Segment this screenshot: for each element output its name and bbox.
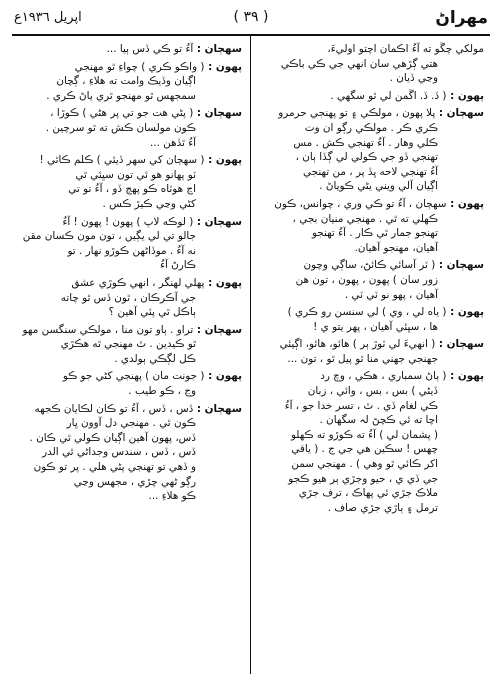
dialogue-line: آهيان، مهنجو آهيان.	[354, 241, 438, 254]
dialogue-line: زور سان ) پهون ، پهون ، تون هن	[295, 273, 438, 286]
dialogue-line: کڻي وڃي ڪيڙ ڪس .	[102, 197, 196, 210]
dialogue-line: مولکي چڱو ته آءُ اڪمان اچتو اوليءَ،	[327, 43, 484, 55]
dialogue-entry	[258, 305, 484, 334]
magazine-title: مهراڻ	[435, 8, 488, 28]
speaker-name: پهون :	[446, 306, 484, 319]
speaker-name: سهڄان :	[435, 107, 484, 120]
dialogue-entry	[16, 369, 242, 398]
dialogue-line: و ڏهي تو تهنجي پڻي هلي . پر تو ڪون	[33, 461, 196, 474]
dialogue-line	[258, 258, 484, 273]
dialogue-line: ٻاڪل ٿي پئي آهين ؟	[108, 306, 196, 319]
dialogue-line: ڪي لغام ڏي . ٿ ، تسر خدا جو ، آءُ	[284, 399, 438, 412]
dialogue-line: آءُ تهنجي لاحه ڀڏ پر ، من تهنجي	[303, 165, 438, 178]
header-rule	[12, 34, 490, 36]
speaker-name: سهڄان :	[193, 107, 242, 120]
line-text: ( انهيءَ لي ٽوڙ ٻر ) هائو، هائو، اڳيئي	[279, 338, 436, 351]
speaker-name: سهڄان :	[435, 259, 484, 272]
dialogue-line: هتي ڳڙهي سان انهي جي ڪي باڪي	[280, 57, 438, 70]
line-text: ( ٻاڻ سمباري ، هڪي ، وچ رد	[320, 370, 447, 383]
line-text: ڏس ، ڏس ، آءُ تو ڪان لڪايان ڪجهه	[34, 402, 194, 415]
dialogue-line	[258, 305, 484, 320]
dialogue-entry	[258, 42, 484, 86]
dialogue-line: جي ڏي ي ، حيو وجڙي ٻر هيو ڪجو	[288, 472, 438, 485]
speaker-name: پهون :	[446, 89, 484, 102]
dialogue-line: آءُ ٿڏهن ...	[149, 136, 196, 149]
speaker-name: پهون :	[204, 60, 242, 73]
dialogue-entry	[258, 369, 484, 515]
dialogue-entry	[258, 89, 484, 104]
dialogue-entry	[16, 323, 242, 367]
dialogue-line	[258, 89, 484, 104]
dialogue-line	[258, 197, 484, 212]
right-column	[258, 42, 484, 674]
issue-date: اپريل ١٩٣٦ع	[14, 10, 82, 25]
line-text: تراو . ٻاو تون منا ، مولڪي سنگسن مهو	[22, 323, 194, 336]
dialogue-line: ( پشمان لي ) آءُ ته ڪوڙو ته ڪهلو	[290, 428, 438, 441]
dialogue-line: ڪري ڪر . مولڪي رڳو ان وت	[304, 121, 438, 134]
dialogue-line	[16, 369, 242, 384]
line-text: پلا پهون ، مولڪي ۽ تو پهنجي حرمرو	[278, 107, 436, 120]
dialogue-line	[16, 276, 242, 291]
dialogue-line: چهس ! سڪين هي جي ج . ( ياقي	[291, 443, 438, 456]
dialogue-line: جالو تي لي يڳيں ، تون مون ڪسان مقن	[22, 230, 196, 243]
dialogue-line	[16, 153, 242, 168]
dialogue-line: جي آڪرڪان ، ٿون ڏس ٿو چاته	[60, 291, 196, 304]
dialogue-entry	[258, 258, 484, 302]
dialogue-line	[16, 60, 242, 75]
dialogue-line	[16, 42, 242, 57]
speaker-name: سهڄان :	[193, 323, 242, 336]
line-text: ( جونت مان ) پهنجي کڻي جو ڪو	[62, 370, 205, 383]
dialogue-line: اڳيان وڏيڪ وامت ته هلاءِ ، ڳچان	[56, 75, 196, 88]
dialogue-line: ڪون ٿي . مهنجي دل آوون ڀار	[66, 417, 196, 430]
dialogue-line: اڳيان آلي ويني يڻي ڪوياڻ .	[319, 180, 438, 193]
dialogue-line: ڪو هلاءِ ...	[148, 490, 196, 503]
dialogue-entry	[16, 153, 242, 211]
dialogue-line: ڏس ، ڏس ، سندس وجداڻي ٿي الدر	[42, 446, 196, 459]
dialogue-entry	[16, 106, 242, 150]
dialogue-line: اڃ هوٽاه ڪو پهڄ ڏو ، آءُ تو تي	[68, 183, 196, 196]
dialogue-line: ڏس، پهون آهين اڳيان ڪولي ٿي ڪان .	[29, 431, 196, 444]
dialogue-line: ڪارڻ آءُ	[160, 259, 196, 272]
dialogue-line: جهنجي جهني منا ٿو پيل ٿو ، تون ...	[287, 352, 438, 365]
line-text: ( ياه لي ، وي ) لي سنسن رو ڪري )	[287, 306, 447, 319]
dialogue-line: ٽو پهانو هو ئي تون سڀئي ٿي	[75, 168, 196, 181]
speaker-name: پهون :	[204, 370, 242, 383]
speaker-name: پهون :	[204, 276, 242, 289]
dialogue-line: ڪلي وهار . آءُ تهنجي ڪش . مس	[293, 136, 438, 149]
dialogue-line: ڏيڻي ) بس ، بس ، وائي ، زبان	[307, 385, 438, 398]
line-text: پهلي لهنگر ، انهي ڪوڙي عشق	[71, 276, 205, 289]
left-column	[16, 42, 242, 674]
page-number: ( ٣٩ )	[233, 9, 269, 25]
dialogue-line: آهيان ، پهو نو ٽي ٽي .	[344, 288, 438, 301]
page-header	[14, 6, 488, 34]
dialogue-entry	[16, 42, 242, 57]
dialogue-line	[258, 337, 484, 352]
dialogue-line: تهنجو جمار ٿي ڪار . آءُ تهنجو	[311, 227, 438, 240]
dialogue-line: وڃ ، ڪو طيب .	[128, 385, 196, 398]
dialogue-line: ملاڪ جڙي ئي پهاڪ ، ترف جڙي	[298, 487, 438, 500]
line-text: ( واڪو ڪري ) چواءِ ٿو مهنجي	[74, 60, 205, 73]
dialogue-line: ترمل ۽ ٻاڙي جڙي صاف .	[327, 501, 438, 514]
dialogue-line	[16, 323, 242, 338]
dialogue-entry	[258, 197, 484, 255]
speaker-name: سهڄان :	[193, 43, 242, 55]
dialogue-line: تهنجي ڏو جي ڪولي لي ڳڏا ٻان ،	[295, 151, 438, 164]
dialogue-entry	[258, 337, 484, 366]
dialogue-line: اکر ڪائي ٿو وهي ) . مهنجي سمن	[291, 458, 438, 471]
dialogue-line: اچا ته ئي ڪچڻ لہ سگهان .	[319, 414, 438, 427]
dialogue-line: ڪون مولسان ڪش ته ٿو سرچين .	[45, 121, 196, 134]
speaker-name: پهون :	[446, 197, 484, 210]
dialogue-line: نه آءُ . موڏاڻهن ڪوڙو نهار . تو	[67, 244, 196, 257]
speaker-name: سهڄان :	[435, 338, 484, 351]
speaker-name: پهون :	[446, 370, 484, 383]
line-text: ( لوڪه لاپ ) پهون ! پهون ! آءُ	[62, 215, 194, 228]
dialogue-entry	[258, 106, 484, 194]
line-text: آءُ تو ڪي ڏس ٻيا ...	[106, 43, 194, 55]
line-text: ( ٽر آسائي ڪائڻ، ساڳي وچون	[303, 259, 436, 272]
dialogue-line	[16, 215, 242, 230]
dialogue-line: ڪل لڳڪي ٻولدي .	[114, 352, 196, 365]
dialogue-line: ها ، سڀئي آهيان ، پهر يتو ي !	[313, 320, 438, 333]
line-text: ( سهڄان کي سهر ڏيئي ) ڪلم ڪاٿي !	[39, 154, 205, 167]
dialogue-line: ڪهلي ته ٿي . مهنجي منيان بجي ،	[292, 212, 438, 225]
column-divider	[250, 36, 251, 674]
speaker-name: سهڄان :	[193, 215, 242, 228]
dialogue-line	[16, 106, 242, 121]
dialogue-line	[258, 106, 484, 121]
dialogue-line: سمجهس ٿو مهنجو ٿري ياڻ ڪري .	[46, 89, 196, 102]
dialogue-entry	[16, 60, 242, 104]
dialogue-entry	[16, 276, 242, 320]
speaker-name: پهون :	[204, 154, 242, 167]
speaker-name: سهڄان :	[193, 402, 242, 415]
dialogue-line: ٿو ڪيدين . ٿ مهنجي ٿه هڪڙي	[60, 338, 196, 351]
dialogue-line	[16, 402, 242, 417]
line-text: سهڄان ، آءُ تو ڪي وري ، چوانس، ڪون	[274, 197, 447, 210]
dialogue-line: رڳو ڻهي چڙي ، مجهس وڃي	[73, 475, 196, 488]
dialogue-entry	[16, 402, 242, 504]
dialogue-line	[258, 369, 484, 384]
dialogue-entry	[16, 215, 242, 273]
line-text: ( ڏ. ڏ. اڱمن لي ٿو سگهي .	[330, 89, 447, 102]
line-text: ( پڻي هت جو تي پر هڻي ) ڪوڙا ،	[50, 107, 194, 120]
dialogue-line: وڃي ڏيان .	[389, 72, 438, 85]
